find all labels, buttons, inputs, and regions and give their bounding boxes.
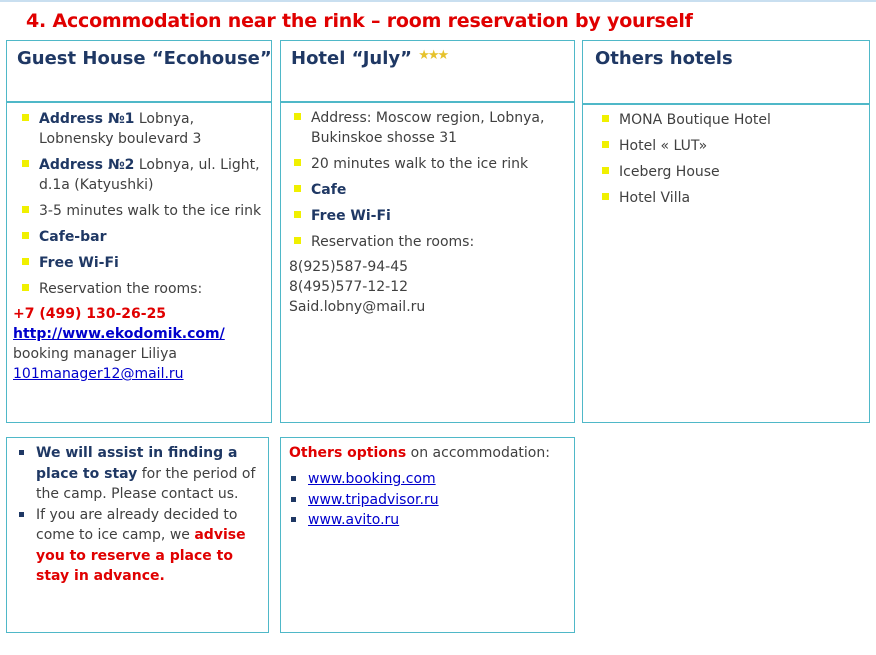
list-item bbox=[13, 109, 265, 149]
july-details-box bbox=[280, 102, 575, 423]
list-item bbox=[13, 253, 265, 273]
list-item bbox=[285, 154, 568, 174]
ecohouse-email-link[interactable]: 101manager12@mail.ru bbox=[13, 366, 184, 382]
list-item bbox=[9, 505, 260, 587]
list-item bbox=[285, 180, 568, 200]
july-email: Said.lobny@mail.ru bbox=[289, 299, 426, 315]
ecohouse-details-box bbox=[6, 102, 272, 423]
ecohouse-features-list bbox=[13, 109, 265, 299]
hotel-name: Hotel Villa bbox=[619, 190, 691, 206]
july-heading bbox=[281, 41, 574, 69]
july-walk-time: 20 minutes walk to the ice rink bbox=[311, 156, 529, 172]
assist-item1-bold: We will assist in finding a place to stay bbox=[36, 445, 238, 482]
ecohouse-heading: Guest House “Ecohouse” bbox=[17, 48, 272, 69]
cafe-label: Cafe-bar bbox=[39, 229, 107, 245]
reservation-label: Reservation the rooms: bbox=[39, 281, 203, 297]
july-features-list bbox=[285, 108, 568, 252]
list-item bbox=[285, 232, 568, 252]
july-address: Address: Moscow region, Lobnya, Bukinskoe shosse 31 bbox=[311, 110, 545, 146]
july-wifi-label: Free Wi-Fi bbox=[311, 208, 391, 224]
list-item bbox=[593, 162, 863, 182]
options-label-rest: on accommodation: bbox=[406, 445, 550, 461]
july-cafe-label: Cafe bbox=[311, 182, 347, 198]
list-item bbox=[285, 206, 568, 226]
page-title: 4. Accommodation near the rink – room reservation by yourself bbox=[26, 10, 693, 32]
hotel-name: MONA Boutique Hotel bbox=[619, 112, 771, 128]
address2-text: Lobnya, ul. Light, d.1a (Katyushki) bbox=[39, 157, 260, 193]
list-item bbox=[593, 136, 863, 156]
assist-list bbox=[9, 443, 260, 587]
address2-label: Address №2 bbox=[39, 157, 135, 173]
others-details-box bbox=[582, 104, 870, 423]
hotel-name: Iceberg House bbox=[619, 164, 720, 180]
walk-time: 3-5 minutes walk to the ice rink bbox=[39, 203, 262, 219]
booking-link[interactable]: www.booking.com bbox=[308, 471, 436, 487]
list-item bbox=[285, 108, 568, 148]
july-phone-1: 8(925)587-94-45 bbox=[289, 259, 409, 275]
list-item bbox=[9, 443, 260, 505]
assist-item2-advice: advise you to reserve a place to stay in advance. bbox=[36, 527, 246, 584]
list-item bbox=[289, 510, 568, 531]
ecohouse-website-link[interactable]: http://www.ekodomik.com/ bbox=[13, 326, 225, 342]
star-rating-icon: ★★★ bbox=[418, 48, 448, 63]
july-heading-text: Hotel “July” bbox=[291, 48, 412, 69]
assist-box bbox=[6, 437, 269, 633]
july-header-box bbox=[280, 40, 575, 102]
address1-text: Lobnya, Lobnensky boulevard 3 bbox=[39, 111, 202, 147]
options-box bbox=[280, 437, 575, 633]
others-header-box bbox=[582, 40, 870, 104]
july-reservation-label: Reservation the rooms: bbox=[311, 234, 475, 250]
ecohouse-contacts bbox=[13, 304, 265, 384]
list-item bbox=[13, 227, 265, 247]
wifi-label: Free Wi-Fi bbox=[39, 255, 119, 271]
list-item bbox=[289, 469, 568, 490]
tripadvisor-link[interactable]: www.tripadvisor.ru bbox=[308, 491, 439, 508]
top-divider bbox=[0, 0, 876, 2]
others-hotels-list bbox=[593, 110, 863, 208]
ecohouse-manager: booking manager Liliya bbox=[13, 346, 177, 362]
options-links-list bbox=[289, 469, 568, 531]
july-phone-2: 8(495)577-12-12 bbox=[289, 279, 409, 295]
assist-item1-rest: for the period of the camp. Please contact us. bbox=[36, 465, 256, 502]
list-item bbox=[593, 188, 863, 208]
assist-item2-start: If you are already decided to come to ice camp, we bbox=[36, 506, 238, 543]
hotel-name: Hotel « LUT» bbox=[619, 138, 708, 154]
ecohouse-header-box bbox=[6, 40, 272, 102]
july-contacts bbox=[285, 257, 568, 317]
ecohouse-phone: +7 (499) 130-26-25 bbox=[13, 306, 167, 322]
options-label bbox=[289, 443, 568, 463]
others-heading: Others hotels bbox=[595, 48, 733, 69]
options-label-red: Others options bbox=[289, 445, 407, 461]
list-item bbox=[13, 155, 265, 195]
list-item bbox=[13, 201, 265, 221]
avito-link[interactable]: www.avito.ru bbox=[308, 512, 400, 528]
address1-label: Address №1 bbox=[39, 111, 135, 127]
list-item bbox=[13, 279, 265, 299]
list-item bbox=[593, 110, 863, 130]
list-item bbox=[289, 490, 568, 511]
